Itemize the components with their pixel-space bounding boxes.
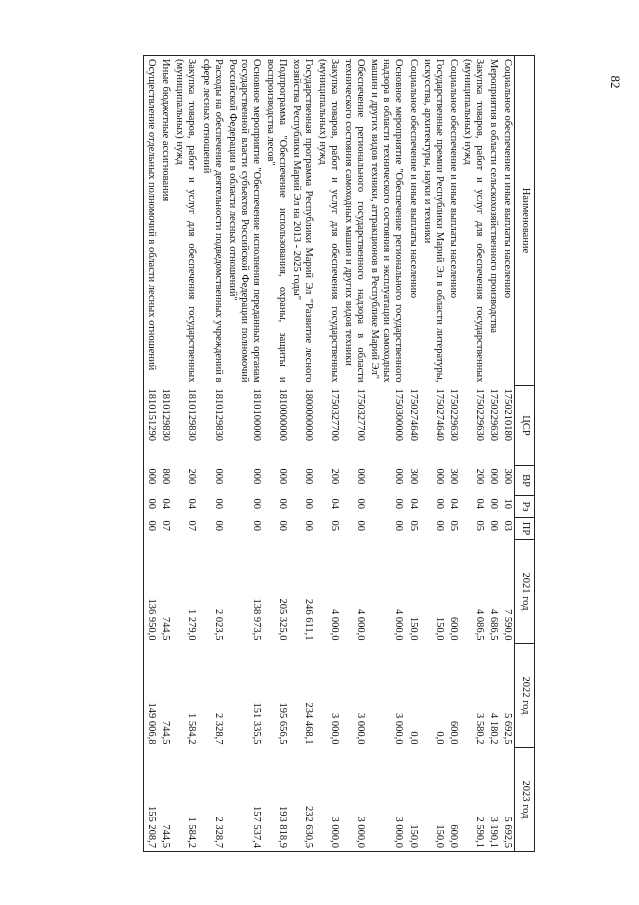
row-rz: 04 — [407, 498, 419, 509]
row-2021: 246 611,1 — [303, 598, 315, 641]
table-row — [420, 56, 446, 852]
row-rz: 00 — [144, 496, 159, 518]
row-csr: 1750300000 — [393, 388, 405, 441]
row-pr: 03 — [502, 520, 513, 531]
header-name: Наименование — [515, 56, 535, 386]
row-csr: 1750229630 — [473, 388, 485, 441]
row-2023: 5 692,5 — [500, 748, 515, 852]
row-vr: 000 — [487, 468, 499, 485]
row-rz: 04 — [329, 498, 341, 509]
row-rz: 00 — [393, 498, 405, 509]
row-pr: 00 — [250, 520, 262, 531]
row-name: Государственные премии Республики Марий Эл в области литературы, искусства, архитектуры, науки и техники — [420, 56, 446, 386]
row-vr: 000 — [393, 468, 405, 485]
row-csr: 1810151290 — [144, 386, 159, 466]
row-2021: 4 086,5 — [473, 609, 485, 641]
row-2023: 2 590,1 — [460, 748, 486, 852]
row-2022: 600,0 — [447, 720, 459, 745]
row-2022: 234 468,1 — [303, 702, 315, 745]
row-csr: 1750274640 — [433, 388, 445, 441]
header-2022: 2022 год — [515, 644, 535, 748]
table-row — [367, 56, 405, 852]
row-rz: 00 — [433, 498, 445, 509]
row-rz: 00 — [303, 498, 315, 509]
row-2022: 0,0 — [407, 731, 419, 745]
row-csr: 1750274640 — [407, 388, 419, 441]
row-csr: 1750229630 — [487, 388, 499, 441]
row-name: Закупка товаров, работ и услуг для обеспечения государственных (муниципальных) нужд — [460, 56, 486, 386]
row-vr: 300 — [407, 468, 419, 485]
row-name: Государственная программа Республики Марий Эл "Развитие лесного хозяйства Республики Марий Эл на 2013 - 2025 годы" — [289, 56, 315, 386]
row-rz: 00 — [250, 498, 262, 509]
row-2021: 4 000,0 — [355, 609, 367, 641]
row-name: Расходы на обеспечение деятельности подведомственных учреждений в сфере лесных отношений — [199, 56, 225, 386]
row-vr: 300 — [447, 468, 459, 485]
table-row — [460, 56, 486, 852]
row-csr: 1810000000 — [276, 388, 288, 441]
row-2023: 3 000,0 — [367, 748, 405, 852]
row-vr: 200 — [473, 468, 485, 485]
row-name: Основное мероприятие "Обеспечение регионального государственного надзора в области технического состояния и эксплуатации самоходных машин и других видов техники, аттракционов в Республике Марий Эл" — [367, 56, 405, 386]
row-2021: 150,0 — [433, 616, 445, 641]
row-name: Подпрограмма "Обеспечение использования, охраны, защиты и воспроизводства лесов" — [263, 56, 289, 386]
row-2021: 4 000,0 — [393, 609, 405, 641]
row-vr: 300 — [502, 468, 513, 485]
row-vr: 800 — [160, 468, 172, 485]
header-rz: Рз — [515, 496, 535, 518]
row-2022: 149 006,8 — [144, 644, 159, 748]
row-csr: 1750210180 — [502, 388, 513, 441]
row-2023: 600,0 — [446, 748, 460, 852]
table-body — [144, 56, 515, 852]
row-2022: 3 000,0 — [393, 713, 405, 745]
row-csr: 1810129830 — [212, 388, 224, 441]
row-name: Обеспечение регионального государственного надзора в области технического состояния самоходных машин и других видов техники — [341, 56, 367, 386]
row-2023: 193 818,9 — [263, 748, 289, 852]
table-row — [500, 56, 515, 852]
row-2022: 3 000,0 — [329, 713, 341, 745]
table-row — [225, 56, 263, 852]
row-csr: 1750327700 — [329, 388, 341, 441]
header-pr: ПР — [515, 518, 535, 540]
row-csr: 1810100000 — [250, 388, 262, 441]
row-name: Осуществление отдельных полномочий в области лесных отношений — [144, 56, 159, 386]
table-row — [263, 56, 289, 852]
row-vr: 000 — [276, 468, 288, 485]
table-row — [315, 56, 341, 852]
row-vr: 000 — [250, 468, 262, 485]
row-2022: 3 580,2 — [473, 713, 485, 745]
row-pr: 05 — [473, 520, 485, 531]
row-2023: 155 208,7 — [144, 748, 159, 852]
row-rz: 00 — [276, 498, 288, 509]
row-pr: 00 — [144, 518, 159, 540]
table-row — [289, 56, 315, 852]
row-csr: 1800000000 — [303, 388, 315, 441]
row-name: Закупка товаров, работ и услуг для обеспечения государственных (муниципальных) нужд — [315, 56, 341, 386]
row-pr: 00 — [487, 520, 499, 531]
row-pr: 05 — [447, 520, 459, 531]
row-2023: 1 584,2 — [172, 748, 198, 852]
row-csr: 1750327700 — [355, 388, 367, 441]
row-2023: 3 190,1 — [486, 748, 500, 852]
row-2021: 138 973,5 — [250, 598, 262, 641]
row-csr: 1810129830 — [186, 388, 198, 441]
row-2023: 3 000,0 — [341, 748, 367, 852]
row-rz: 00 — [212, 498, 224, 509]
row-name: Мероприятия в области сельскохозяйственного производства — [486, 56, 500, 386]
row-rz: 04 — [473, 498, 485, 509]
table-row — [486, 56, 500, 852]
row-vr: 200 — [186, 468, 198, 485]
row-vr: 000 — [355, 468, 367, 485]
row-name: Социальное обеспечение и иные выплаты населению — [406, 56, 420, 386]
row-2022: 3 000,0 — [355, 713, 367, 745]
row-2022: 744,5 — [160, 720, 172, 745]
row-2022: 5 692,5 — [502, 713, 513, 745]
row-csr: 1810129830 — [160, 388, 172, 441]
row-name: Социальное обеспечение и иные выплаты населению — [500, 56, 515, 386]
row-2022: 1 584,2 — [186, 713, 198, 745]
row-pr: 00 — [276, 520, 288, 531]
table-row — [446, 56, 460, 852]
row-2022: 0,0 — [433, 731, 445, 745]
row-pr: 07 — [160, 520, 172, 531]
row-name: Социальное обеспечение и иные выплаты населению — [446, 56, 460, 386]
row-name: Основное мероприятие "Обеспечение исполнения переданных органам государственной власти субъектов Российской Федерации полномочий Российской Федерации в области лесных отношений" — [225, 56, 263, 386]
row-2022: 195 656,5 — [276, 702, 288, 745]
row-vr: 000 — [433, 468, 445, 485]
row-2022: 151 335,5 — [250, 702, 262, 745]
row-rz: 04 — [186, 498, 198, 509]
table-row — [172, 56, 198, 852]
row-2023: 150,0 — [406, 748, 420, 852]
header-csr: ЦСР — [515, 386, 535, 466]
table-row — [144, 56, 159, 852]
rotated-table-wrapper — [143, 55, 535, 851]
row-2021: 205 325,0 — [276, 598, 288, 641]
row-2021: 1 279,0 — [186, 609, 198, 641]
row-pr: 00 — [303, 520, 315, 531]
header-2021: 2021 год — [515, 540, 535, 644]
row-2023: 2 328,7 — [199, 748, 225, 852]
row-2021: 150,0 — [407, 616, 419, 641]
row-pr: 07 — [186, 520, 198, 531]
row-rz: 10 — [502, 498, 513, 509]
budget-table — [143, 55, 535, 852]
row-pr: 00 — [393, 520, 405, 531]
row-2023: 3 000,0 — [315, 748, 341, 852]
row-pr: 00 — [212, 520, 224, 531]
row-pr: 05 — [329, 520, 341, 531]
table-header-row — [515, 56, 535, 852]
row-pr: 05 — [407, 520, 419, 531]
row-2022: 2 328,7 — [212, 713, 224, 745]
row-rz: 04 — [447, 498, 459, 509]
row-2021: 2 023,5 — [212, 609, 224, 641]
row-2022: 4 180,2 — [487, 713, 499, 745]
row-pr: 00 — [355, 520, 367, 531]
row-2021: 4 000,0 — [329, 609, 341, 641]
table-row — [341, 56, 367, 852]
row-vr: 000 — [303, 468, 315, 485]
header-2023: 2023 год — [515, 748, 535, 852]
row-2023: 150,0 — [420, 748, 446, 852]
row-rz: 00 — [487, 498, 499, 509]
row-2021: 4 686,5 — [487, 609, 499, 641]
row-2023: 157 537,4 — [225, 748, 263, 852]
header-vr: ВР — [515, 466, 535, 496]
row-csr: 1750229630 — [447, 388, 459, 441]
row-2021: 7 590,0 — [502, 609, 513, 641]
row-rz: 00 — [355, 498, 367, 509]
table-row — [406, 56, 420, 852]
row-name: Закупка товаров, работ и услуг для обеспечения государственных (муниципальных) нужд — [172, 56, 198, 386]
row-name: Иные бюджетные ассигнования — [158, 56, 172, 386]
row-vr: 200 — [329, 468, 341, 485]
row-rz: 04 — [160, 498, 172, 509]
row-vr: 000 — [144, 466, 159, 496]
row-2021: 136 950,0 — [144, 540, 159, 644]
table-row — [199, 56, 225, 852]
row-2021: 600,0 — [447, 616, 459, 641]
row-2021: 744,5 — [160, 616, 172, 641]
row-pr: 00 — [433, 520, 445, 531]
page-number: 82 — [608, 75, 623, 89]
table-row — [158, 56, 172, 852]
row-vr: 000 — [212, 468, 224, 485]
row-2023: 232 630,5 — [289, 748, 315, 852]
row-2023: 744,5 — [158, 748, 172, 852]
